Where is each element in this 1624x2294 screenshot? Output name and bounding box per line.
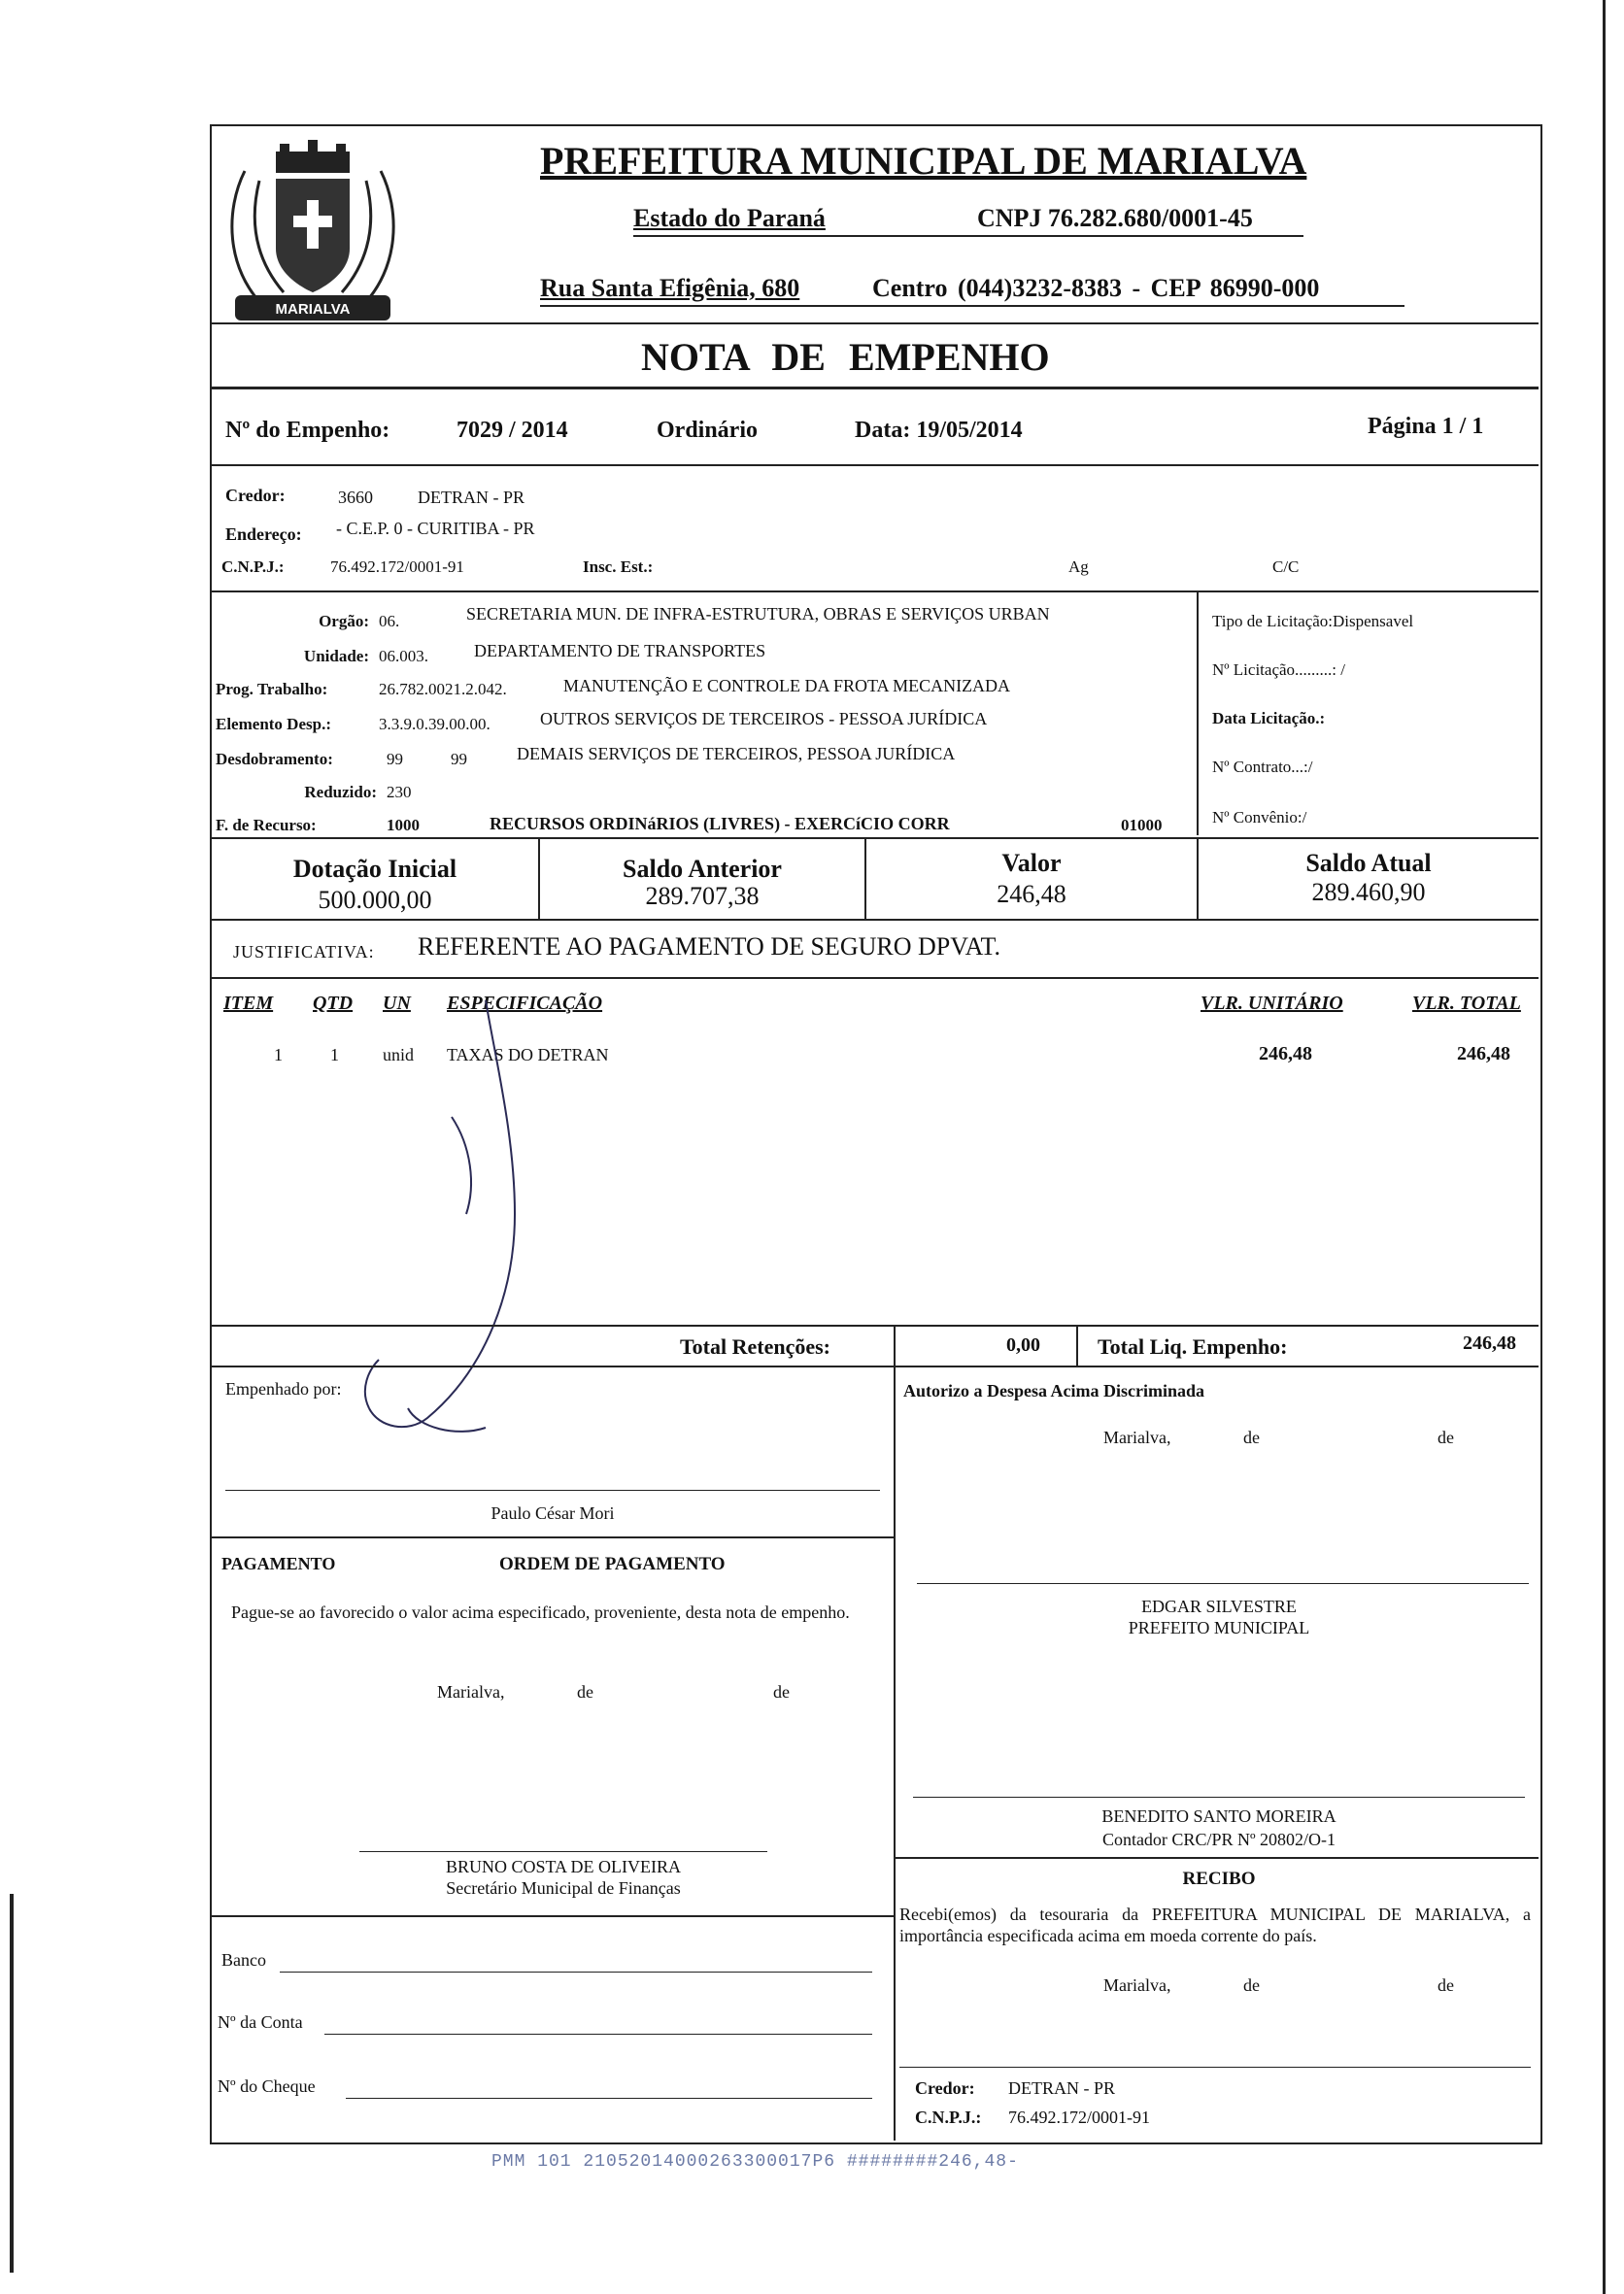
endereco-value: - C.E.P. 0 - CURITIBA - PR xyxy=(336,519,535,538)
item-unit: 246,48 xyxy=(1259,1043,1312,1064)
numero-licitacao: Nº Licitação.........: / xyxy=(1212,660,1345,679)
recibo-credor-name: DETRAN - PR xyxy=(1008,2078,1116,2098)
item-espec: TAXAS DO DETRAN xyxy=(447,1045,609,1064)
credor-cnpj-label: C.N.P.J.: xyxy=(221,557,285,576)
prog-label: Prog. Trabalho: xyxy=(216,680,328,698)
col-espec: ESPECIFICAÇÃO xyxy=(447,993,603,1014)
secretario-sign-line xyxy=(359,1851,767,1852)
empenhado-sign-line xyxy=(225,1490,880,1491)
liq-value: 246,48 xyxy=(1463,1333,1516,1354)
divider-6 xyxy=(212,919,1539,921)
empenho-number: 7029 / 2014 xyxy=(457,418,568,443)
insc-label: Insc. Est.: xyxy=(583,557,654,576)
reduzido-value: 230 xyxy=(387,783,412,801)
col-qtd: QTD xyxy=(313,993,354,1014)
recurso-code: 1000 xyxy=(387,816,420,834)
recurso-num: 01000 xyxy=(1121,816,1163,834)
pague-marialva: Marialva, xyxy=(437,1682,505,1702)
pague-de-1: de xyxy=(577,1682,593,1702)
recibo-cnpj: 76.492.172/0001-91 xyxy=(1008,2108,1150,2127)
address: Rua Santa Efigênia, 680 xyxy=(540,274,800,302)
cheque-line[interactable] xyxy=(346,2098,872,2099)
item-qtd: 1 xyxy=(330,1045,339,1064)
credor-code: 3660 xyxy=(338,488,373,507)
convenio: Nº Convênio:/ xyxy=(1212,808,1307,827)
ordem-title: ORDEM DE PAGAMENTO xyxy=(499,1554,726,1574)
recibo-de-2: de xyxy=(1438,1975,1454,1995)
totals-sep-1 xyxy=(894,1325,896,1366)
state-underline xyxy=(633,235,1303,237)
licitacao-divider xyxy=(1197,590,1199,835)
empenho-date: Data: 19/05/2014 xyxy=(855,418,1023,443)
totals-sep-2 xyxy=(1076,1325,1078,1366)
banco-label: Banco xyxy=(221,1950,266,1970)
ag-label: Ag xyxy=(1068,557,1089,576)
elemento-name: OUTROS SERVIÇOS DE TERCEIROS - PESSOA JURÍDICA xyxy=(540,709,988,728)
autorizo-text: Autorizo a Despesa Acima Discriminada xyxy=(903,1381,1204,1400)
state-name: Estado do Paraná xyxy=(633,204,826,232)
divider-9 xyxy=(212,1366,1539,1367)
valor-label: Valor xyxy=(1001,849,1062,877)
elemento-code: 3.3.9.0.39.00.00. xyxy=(379,715,491,733)
credor-label: Credor: xyxy=(225,486,286,505)
dotacao-label: Dotação Inicial xyxy=(292,855,457,883)
justificativa-label: JUSTIFICATIVA: xyxy=(233,942,375,961)
page-edge-line-left xyxy=(10,1894,14,2273)
contador-name: BENEDITO SANTO MOREIRA xyxy=(1101,1806,1336,1826)
prefeito-title: PREFEITO MUNICIPAL xyxy=(1128,1618,1310,1637)
bottom-col-divider xyxy=(894,1366,896,2141)
elemento-label: Elemento Desp.: xyxy=(216,715,331,733)
recurso-label: F. de Recurso: xyxy=(216,816,317,834)
saldo-atual-label: Saldo Atual xyxy=(1305,849,1432,877)
col-un: UN xyxy=(383,993,411,1014)
prefeito-sign-line xyxy=(917,1583,1529,1584)
seal-text: MARIALVA xyxy=(275,301,351,318)
district-phone: Centro (044)3232-8383 - CEP 86990-000 xyxy=(872,274,1320,302)
col-unit: VLR. UNITÁRIO xyxy=(1201,993,1343,1014)
recibo-marialva: Marialva, xyxy=(1103,1975,1171,1995)
recibo-text: Recebi(emos) da tesouraria da PREFEITURA MUNICIPAL DE MARIALVA, a importância especificada acima em moeda corrente do país. xyxy=(899,1905,1531,1945)
recibo-sign-line xyxy=(899,2067,1531,2068)
cc-label: C/C xyxy=(1272,557,1300,576)
pagamento-title: PAGAMENTO xyxy=(221,1554,336,1573)
divider-1 xyxy=(212,322,1539,324)
divider-left-1 xyxy=(212,1536,894,1538)
divider-8 xyxy=(212,1325,1539,1327)
liq-label: Total Liq. Empenho: xyxy=(1098,1334,1288,1359)
orgao-code: 06. xyxy=(379,612,400,630)
secretario-title: Secretário Municipal de Finanças xyxy=(446,1878,681,1898)
autorizo-de-1: de xyxy=(1243,1428,1260,1447)
conta-line[interactable] xyxy=(324,2034,872,2035)
reduzido-label: Reduzido: xyxy=(304,783,377,801)
autorizo-de-2: de xyxy=(1438,1428,1454,1447)
saldo-anterior-value: 289.707,38 xyxy=(645,882,760,910)
orgao-name: SECRETARIA MUN. DE INFRA-ESTRUTURA, OBRAS E SERVIÇOS URBAN xyxy=(466,604,1050,624)
saldo-atual-value: 289.460,90 xyxy=(1311,878,1426,906)
doc-title: NOTA DE EMPENHO xyxy=(641,335,1050,379)
page-indicator: Página 1 / 1 xyxy=(1368,414,1484,439)
recibo-de-1: de xyxy=(1243,1975,1260,1995)
valor-value: 246,48 xyxy=(997,880,1066,908)
address-underline xyxy=(540,305,1404,307)
unidade-name: DEPARTAMENTO DE TRANSPORTES xyxy=(474,641,766,660)
item-number: 1 xyxy=(274,1045,283,1064)
saldo-anterior-label: Saldo Anterior xyxy=(623,855,782,883)
banco-line[interactable] xyxy=(280,1972,872,1973)
retencoes-label: Total Retenções: xyxy=(680,1334,830,1359)
page-edge-line xyxy=(1603,0,1606,2294)
tipo-licitacao: Tipo de Licitação:Dispensavel xyxy=(1212,612,1414,630)
orgao-label: Orgão: xyxy=(319,612,369,630)
divider-right-1 xyxy=(894,1857,1539,1859)
data-licitacao: Data Licitação.: xyxy=(1212,709,1326,727)
contador-title: Contador CRC/PR Nº 20802/O-1 xyxy=(1101,1830,1336,1849)
pague-de-2: de xyxy=(773,1682,790,1702)
prog-code: 26.782.0021.2.042. xyxy=(379,680,507,698)
col-total: VLR. TOTAL xyxy=(1412,993,1521,1014)
empenhado-name: Paulo César Mori xyxy=(491,1503,615,1523)
contrato: Nº Contrato...:/ xyxy=(1212,758,1313,776)
col-item: ITEM xyxy=(223,993,274,1014)
conta-label: Nº da Conta xyxy=(218,2012,303,2032)
secretario-name: BRUNO COSTA DE OLIVEIRA xyxy=(445,1857,682,1876)
municipal-seal-icon xyxy=(216,132,410,334)
desdobramento-label: Desdobramento: xyxy=(216,750,333,768)
desd-a: 99 xyxy=(387,750,403,768)
contador-sign-line xyxy=(913,1797,1525,1798)
prefeito-name: EDGAR SILVESTRE xyxy=(1141,1597,1297,1616)
empenho-label: Nº do Empenho: xyxy=(225,418,390,443)
pague-text: Pague-se ao favorecido o valor acima especificado, proveniente, desta nota de empenho. xyxy=(231,1602,850,1622)
desd-b: 99 xyxy=(451,750,467,768)
unidade-label: Unidade: xyxy=(303,647,369,665)
retencoes-value: 0,00 xyxy=(1006,1334,1040,1356)
cheque-label: Nº do Cheque xyxy=(218,2076,316,2096)
prefeitura-title: PREFEITURA MUNICIPAL DE MARIALVA xyxy=(540,139,1307,183)
header-cnpj: CNPJ 76.282.680/0001-45 xyxy=(977,204,1253,232)
credor-name: DETRAN - PR xyxy=(418,488,525,507)
recibo-credor-label: Credor: xyxy=(915,2078,975,2098)
recibo-cnpj-label: C.N.P.J.: xyxy=(915,2108,982,2127)
empenho-type: Ordinário xyxy=(657,418,759,443)
recibo-title: RECIBO xyxy=(1182,1869,1256,1889)
handwritten-signature xyxy=(350,1000,622,1447)
divider-4 xyxy=(212,590,1539,592)
divider-left-2 xyxy=(212,1915,894,1917)
item-un: unid xyxy=(383,1045,415,1064)
divider-3 xyxy=(212,464,1539,466)
prog-name: MANUTENÇÃO E CONTROLE DA FROTA MECANIZADA xyxy=(563,676,1011,695)
divider-7 xyxy=(212,977,1539,979)
desdobramento-name: DEMAIS SERVIÇOS DE TERCEIROS, PESSOA JURÍDICA xyxy=(517,744,956,763)
footer-code: PMM 101 21052014000263300017P6 ########246,48- xyxy=(491,2152,1019,2172)
divider-2 xyxy=(212,387,1539,389)
recurso-name: RECURSOS ORDINáRIOS (LIVRES) - EXERCíCIO CORR xyxy=(490,814,950,833)
divider-5 xyxy=(212,837,1539,839)
item-total: 246,48 xyxy=(1457,1043,1510,1064)
credor-cnpj: 76.492.172/0001-91 xyxy=(330,557,464,576)
autorizo-marialva: Marialva, xyxy=(1103,1428,1171,1447)
endereco-label: Endereço: xyxy=(225,524,302,544)
empenhado-por-label: Empenhado por: xyxy=(225,1379,342,1399)
justificativa-text: REFERENTE AO PAGAMENTO DE SEGURO DPVAT. xyxy=(418,932,1000,961)
unidade-code: 06.003. xyxy=(379,647,428,665)
dotacao-value: 500.000,00 xyxy=(318,886,432,914)
